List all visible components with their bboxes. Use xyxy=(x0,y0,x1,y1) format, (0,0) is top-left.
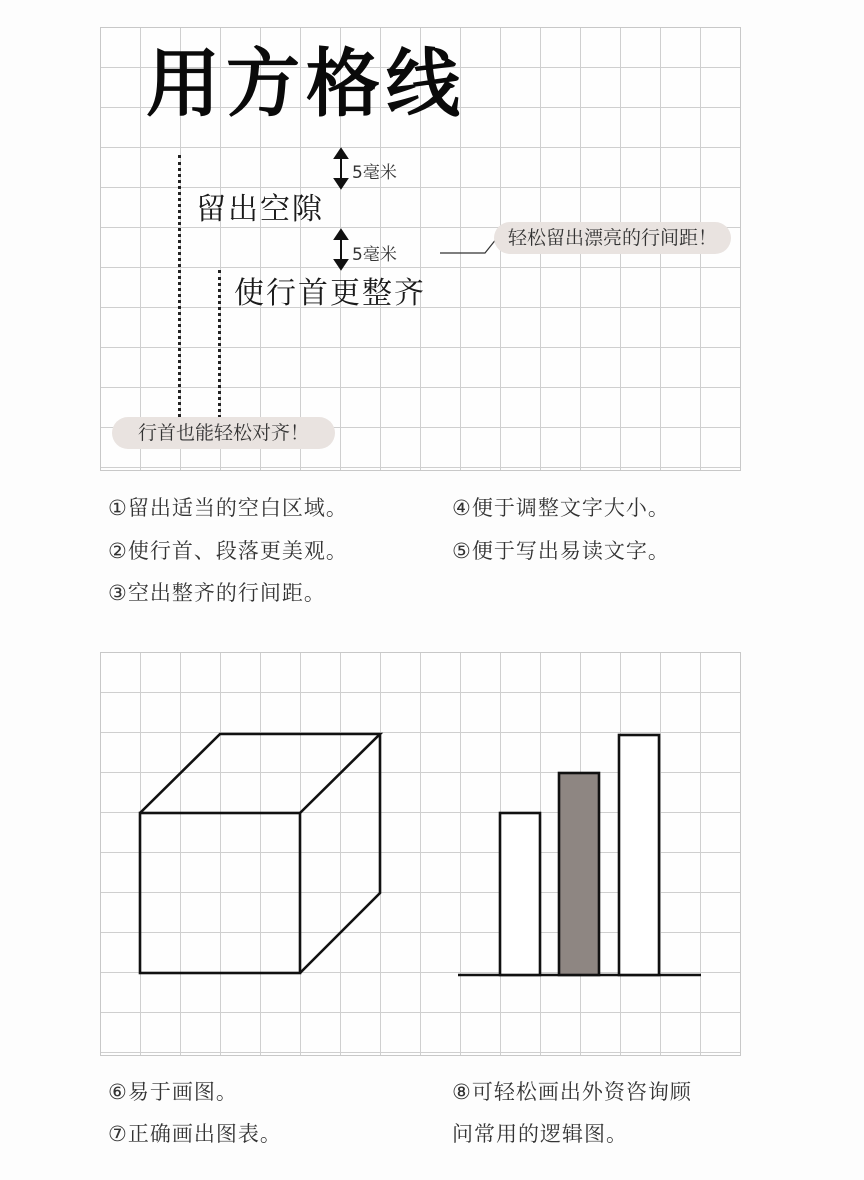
benefit-item-7: ⑦正确画出图表。 xyxy=(108,1122,282,1146)
benefit-item-5: ⑤便于写出易读文字。 xyxy=(452,539,670,563)
spacing-label-5mm-top: 5毫米 xyxy=(352,163,397,183)
benefit-item-8-line1: ⑧可轻松画出外资咨询顾 xyxy=(452,1080,692,1104)
benefit-item-8-line2: 问常用的逻辑图。 xyxy=(452,1122,628,1146)
heading-align-line-start: 使行首更整齐 xyxy=(234,276,426,311)
benefit-item-4: ④便于调整文字大小。 xyxy=(452,496,670,520)
page-title: 用方格线 xyxy=(146,41,466,127)
benefit-item-1: ①留出适当的空白区域。 xyxy=(108,496,348,520)
callout-line-start: 行首也能轻松对齐！ xyxy=(112,417,335,449)
heading-leave-gap: 留出空隙 xyxy=(196,192,324,227)
benefit-item-3: ③空出整齐的行间距。 xyxy=(108,581,326,605)
callout-line-spacing: 轻松留出漂亮的行间距！ xyxy=(494,222,731,254)
cube-drawing xyxy=(140,734,380,973)
benefit-item-6: ⑥易于画图。 xyxy=(108,1080,238,1104)
bar-chart-drawing xyxy=(458,735,701,975)
spacing-label-5mm-bottom: 5毫米 xyxy=(352,245,397,265)
benefit-item-2: ②使行首、段落更美观。 xyxy=(108,539,348,563)
